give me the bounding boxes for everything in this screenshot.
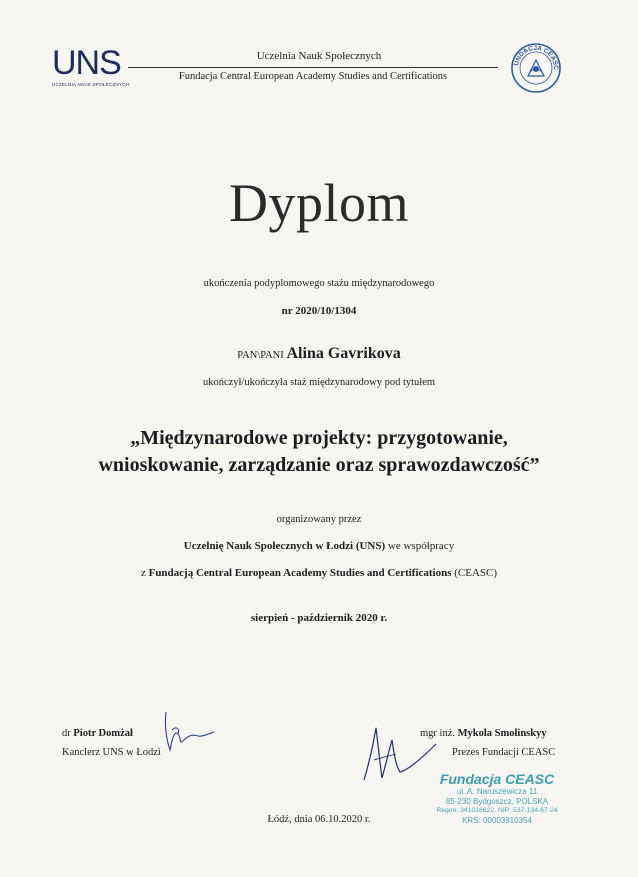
recipient-line [0, 345, 638, 363]
organized-by: organizowany przez [276, 514, 362, 525]
header-foundation: Fundacja Central European Academy Studies and Certifications [178, 71, 448, 82]
uns-logo-subtitle: UCZELNIA NAUK SPOŁECZNYCH [52, 82, 130, 87]
stamp-line1: ul. A. Naruszewicza 11 [456, 787, 538, 796]
uns-name: Uczelnię Nauk Społecznych w Łodzi (UNS) [183, 540, 386, 552]
diploma-subtitle: ukończenia podyplomowego stażu międzynarodowego [203, 278, 435, 289]
right-signatory-title: mgr inż. [420, 728, 455, 739]
stamp-line3: Regon: 341016622, NIP: 537-134-67-24 [436, 807, 558, 814]
course-title-line2: wnioskowanie, zarządzanie oraz sprawozdawczość” [98, 454, 540, 476]
uns-rest: we współpracy [387, 540, 455, 552]
place-date: Łódź, dnia 06.10.2020 r. [267, 814, 371, 825]
ceasc-seal-icon [510, 42, 562, 94]
course-title [0, 425, 638, 479]
ceasc-line [0, 567, 638, 579]
stamp-line4: KRS: 00003910354 [462, 815, 532, 825]
page-title: Dyplom [228, 173, 409, 233]
recipient-prefix: PAN\PANI [237, 350, 284, 361]
stamp-line2: 85-230 Bydgoszcz, POLSKA [445, 796, 549, 806]
course-dates: sierpień - październik 2020 r. [250, 612, 388, 624]
header-divider [128, 67, 498, 68]
stamp-title: Fundacja CEASC [439, 771, 555, 787]
left-signature-icon [158, 700, 218, 760]
right-signatory-fullname: Mykola Smolinskyy [457, 728, 547, 739]
left-signatory-title: dr [62, 728, 71, 739]
left-signatory-name [62, 728, 133, 739]
seal-text: UNDACJA CEASC [513, 44, 560, 71]
uns-logo-text: UNS [52, 44, 121, 82]
ceasc-prefix: z [140, 567, 146, 579]
completed-text: ukończył/ukończyła staż międzynarodowy pod tytułem [202, 377, 436, 388]
recipient-name: Alina Gavrikova [286, 345, 401, 362]
uns-line [0, 540, 638, 552]
ceasc-name: Fundacją Central European Academy Studies and Certifications [148, 567, 452, 579]
diploma-number: nr 2020/10/1304 [281, 305, 357, 317]
header-university: Uczelnia Nauk Społecznych [256, 50, 382, 62]
course-title-line1: „Międzynarodowe projekty: przygotowanie, [130, 427, 508, 449]
right-signatory-role: Prezes Fundacji CEASC [452, 747, 556, 758]
left-signatory-role: Kanclerz UNS w Łodzi [62, 747, 161, 758]
ceasc-suffix: (CEASC) [454, 567, 498, 579]
left-signatory-fullname: Piotr Domżał [73, 728, 133, 739]
